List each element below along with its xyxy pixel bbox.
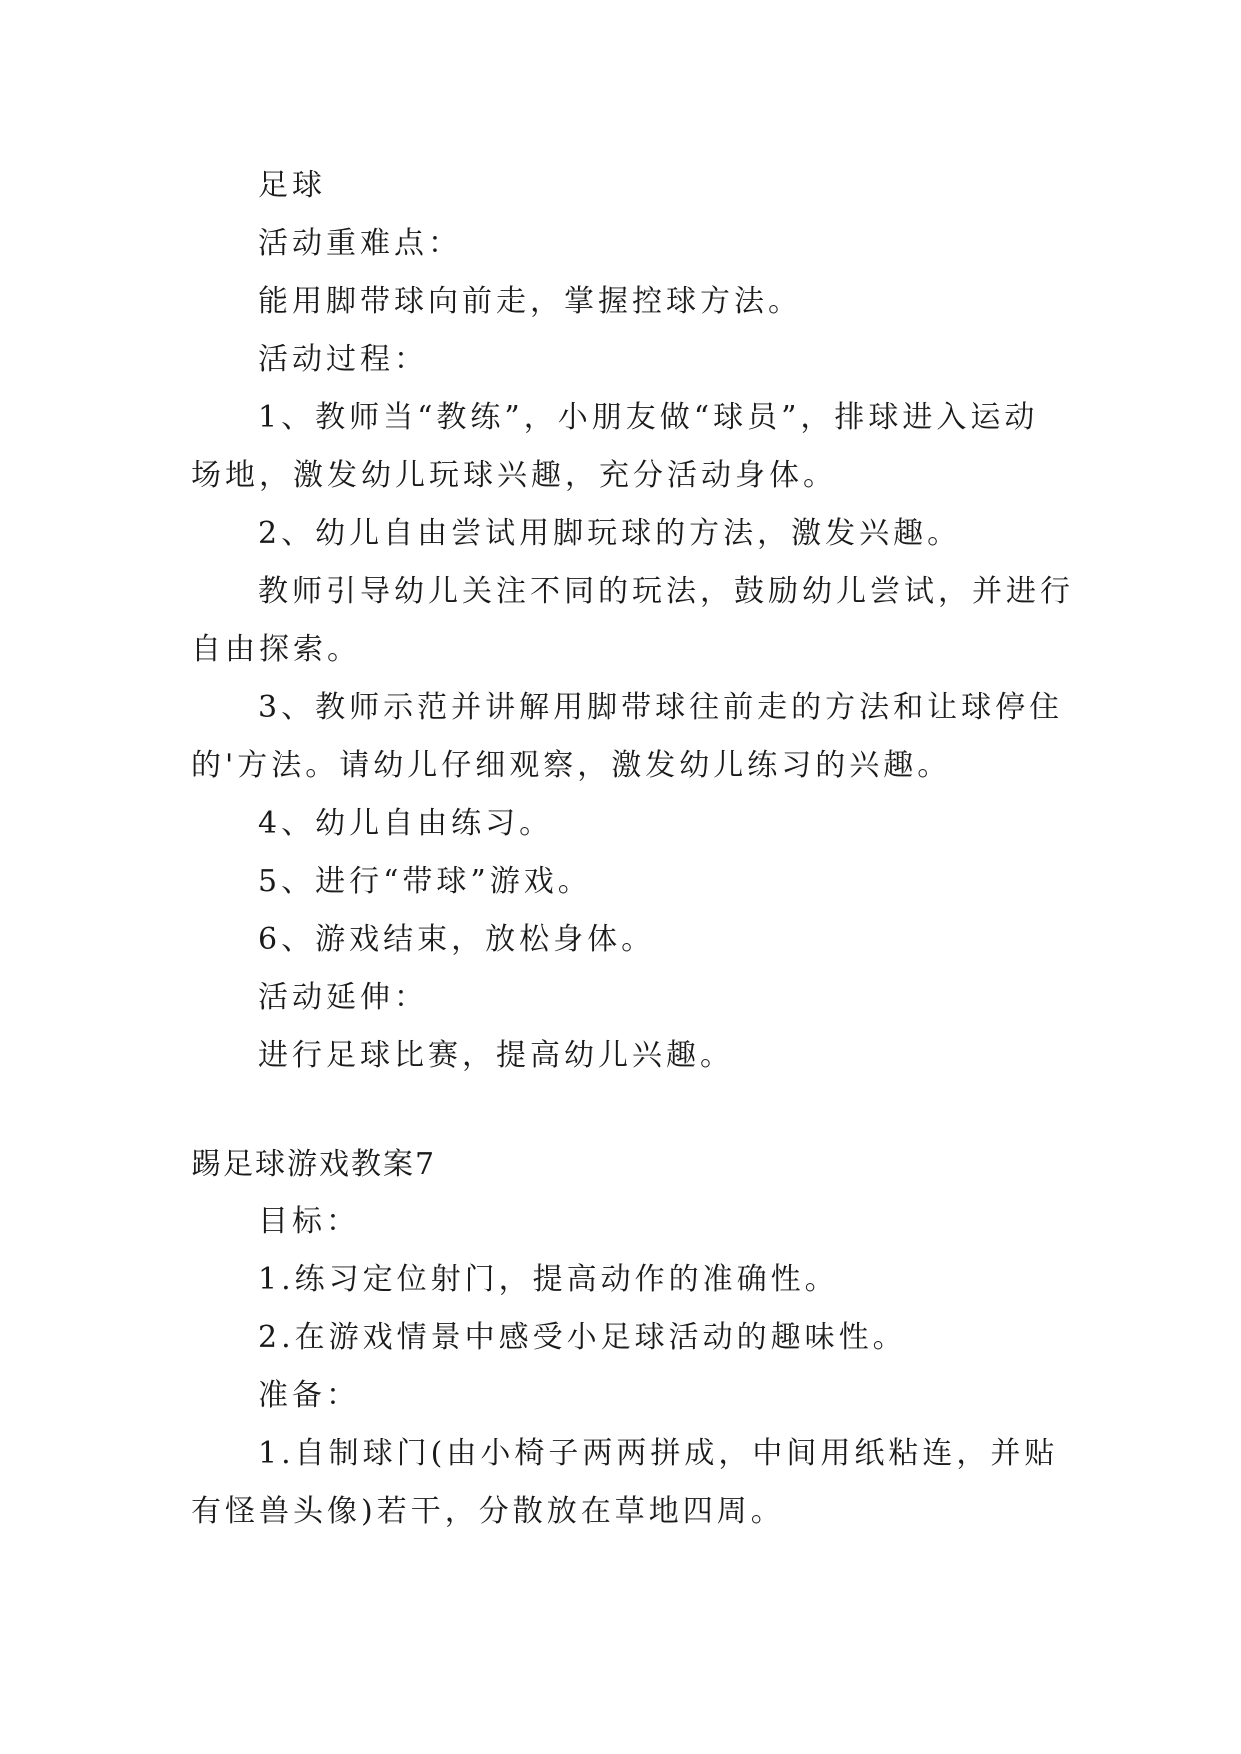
text-line-teacher-guide-cont: 自由探索。 <box>191 632 361 667</box>
text-line-step-1: 1、教师当“教练”，小朋友做“球员”，排球进入运动 <box>258 400 1039 435</box>
text-line-football: 足球 <box>258 168 326 203</box>
text-line-key-points-label: 活动重难点： <box>258 226 462 261</box>
text-line-prep-1-cont: 有怪兽头像)若干，分散放在草地四周。 <box>191 1494 785 1529</box>
text-line-step-5: 5、进行“带球”游戏。 <box>258 864 592 899</box>
text-line-step-6: 6、游戏结束，放松身体。 <box>258 922 656 957</box>
text-line-goal-1: 1.练习定位射门，提高动作的准确性。 <box>258 1262 839 1297</box>
text-line-step-3-cont: 的'方法。请幼儿仔细观察，激发幼儿练习的兴趣。 <box>191 748 952 783</box>
text-line-goals-label: 目标： <box>258 1204 360 1239</box>
text-line-extension: 进行足球比赛，提高幼儿兴趣。 <box>258 1038 734 1073</box>
text-line-step-4: 4、幼儿自由练习。 <box>258 806 554 841</box>
text-line-step-1-cont: 场地，激发幼儿玩球兴趣，充分活动身体。 <box>191 458 837 493</box>
text-line-key-points: 能用脚带球向前走，掌握控球方法。 <box>258 284 802 319</box>
text-line-goal-2: 2.在游戏情景中感受小足球活动的趣味性。 <box>258 1320 907 1355</box>
text-line-teacher-guide: 教师引导幼儿关注不同的玩法，鼓励幼儿尝试，并进行 <box>258 574 1074 609</box>
text-line-step-2: 2、幼儿自由尝试用脚玩球的方法，激发兴趣。 <box>258 516 962 551</box>
text-line-step-3: 3、教师示范并讲解用脚带球往前走的方法和让球停住 <box>258 690 1064 725</box>
text-line-prep-label: 准备： <box>258 1378 360 1413</box>
text-line-prep-1: 1.自制球门(由小椅子两两拼成，中间用纸粘连，并贴 <box>258 1436 1059 1471</box>
text-line-process-label: 活动过程： <box>258 342 428 377</box>
text-line-extension-label: 活动延伸： <box>258 980 428 1015</box>
section-heading: 踢足球游戏教案7 <box>191 1147 437 1182</box>
